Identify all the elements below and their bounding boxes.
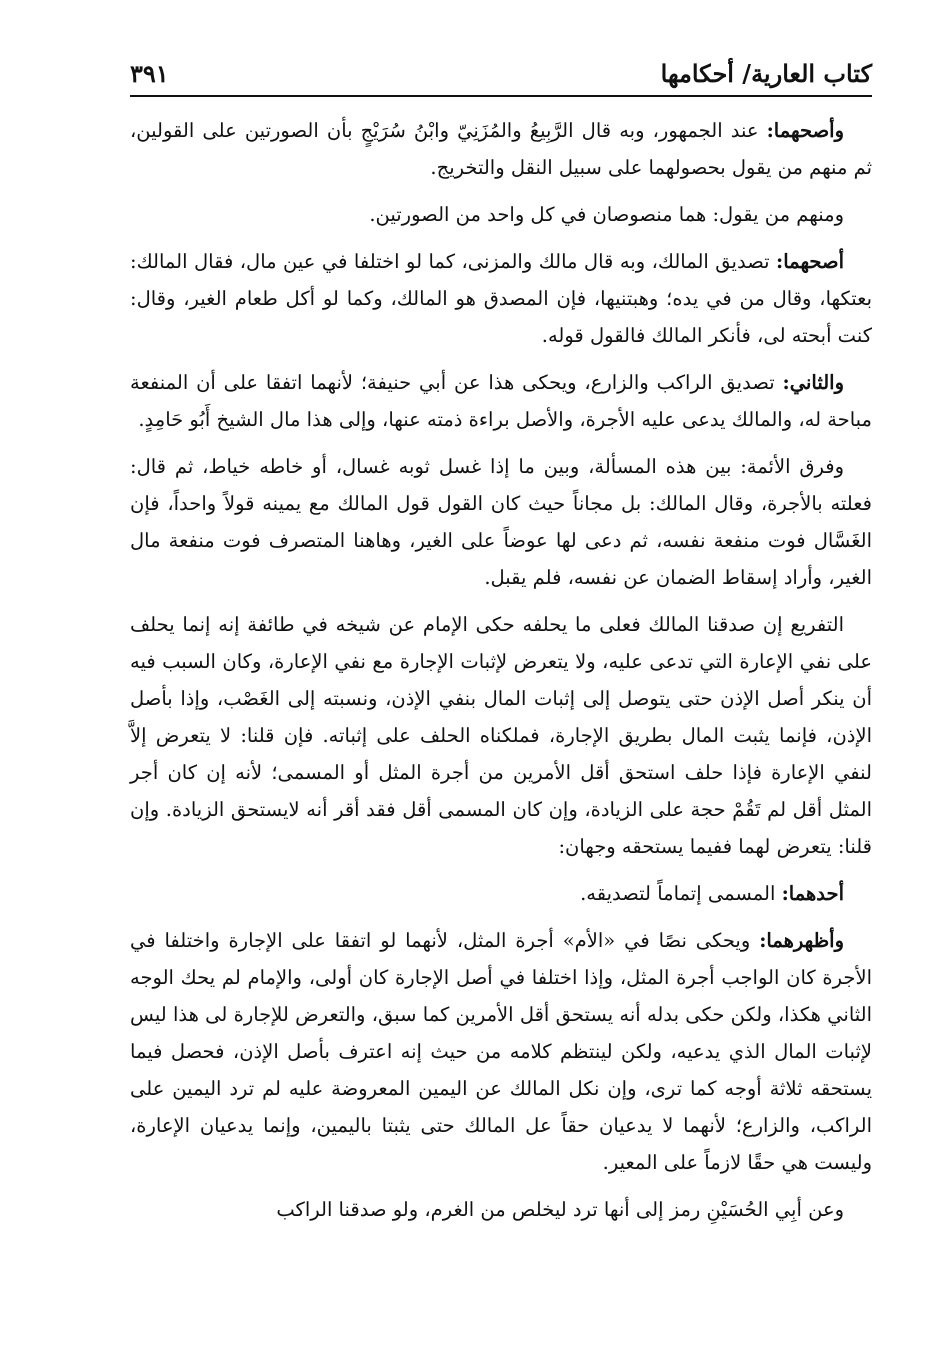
page-number: ٣٩١	[130, 59, 169, 88]
paragraph-text: التفريع إن صدقنا المالك فعلى ما يحلفه حكى الإمام عن شيخه في طائفة إنه إنما يحلف على نفي الإعارة التي تدعى عليه، ولا يتعرض لإثبات الإجارة مع نفي الإعارة، وكان السبب فيه أن ينكر أصل الإذن حتى يتوصل إلى إثبات المال بنفي الإذن، ونسبته إلى الغَصْب، وإذا بأصل الإذن، فإنما يثبت المال بطريق الإجارة، فملكناه الحلف على إثباته. فإن قلنا: لا يتعرض إلاَّ لنفي الإعارة فإذا حلف استحق أقل الأمرين من أجرة المثل أو المسمى؛ لأنه إن كان أجر المثل أقل لم تَقُمْ حجة على الزيادة، وإن كان المسمى أقل فقد أقر أنه لايستحق الزيادة. وإن قلنا: يتعرض لهما ففيما يستحقه وجهان:	[130, 613, 872, 858]
paragraph-text: تصديق الراكب والزارع، ويحكى هذا عن أبي حنيفة؛ لأنهما اتفقا على أن المنفعة مباحة له، والمالك يدعى عليه الأجرة، والأصل براءة ذمته عنها، وإلى هذا مال الشيخ أَبُو حَامِدٍ.	[130, 371, 872, 431]
paragraph-text: المسمى إتماماً لتصديقه.	[580, 882, 782, 905]
paragraph-text: وعن أبِي الحُسَيْنِ رمز إلى أنها ترد ليخلص من الغرم، ولو صدقنا الراكب	[276, 1198, 844, 1221]
paragraph-lead: وأصحهما:	[766, 119, 844, 142]
paragraph-8	[130, 922, 872, 1181]
paragraph-text: وفرق الأئمة: بين هذه المسألة، وبين ما إذا غسل ثوبه غسال، أو خاطه خياط، ثم قال: فعلته بالأجرة، وقال المالك: بل مجاناً حيث كان القول قول المالك مع يمينه قولاً واحداً، فإن الغَسَّال فوت منفعة نفسه، ثم دعى لها عوضاً على الغير، وهاهنا المتصرف فوت منفعة مال الغير، وأراد إسقاط الضمان عن نفسه، فلم يقبل.	[130, 455, 872, 589]
page-header	[130, 52, 872, 88]
paragraph-7	[130, 875, 872, 912]
paragraph-text: تصديق المالك، وبه قال مالك والمزنى، كما لو اختلفا في عين مال، فقال المالك: بعتكها، وقال من في يده؛ وهبتنيها، فإن المصدق هو المالك، وكما لو أكل طعام الغير، وقال: كنت أبحته لى، فأنكر المالك فالقول قوله.	[130, 250, 872, 347]
paragraph-lead: أصحهما:	[776, 250, 844, 273]
paragraph-5	[130, 448, 872, 596]
paragraph-2	[130, 196, 872, 233]
body-text	[130, 112, 872, 1238]
paragraph-3	[130, 243, 872, 354]
paragraph-lead: أحدهما:	[781, 882, 844, 905]
paragraph-6	[130, 606, 872, 865]
paragraph-lead: وأظهرهما:	[759, 929, 844, 952]
header-rule	[130, 95, 872, 97]
paragraph-lead: والثاني:	[782, 371, 844, 394]
paragraph-text: عند الجمهور، وبه قال الرَّبِيعُ والمُزَنِيّ وابْنُ سُرَيْجٍ بأن الصورتين على القولين، ثم منهم من يقول بحصولهما على سبيل النقل والتخريج.	[130, 119, 872, 179]
paragraph-9	[130, 1191, 872, 1228]
paragraph-4	[130, 364, 872, 438]
paragraph-1	[130, 112, 872, 186]
running-title: كتاب العارية/ أحكامها	[660, 59, 872, 88]
paragraph-text: ويحكى نصًا في «الأم» أجرة المثل، لأنهما لو اتفقا على الإجارة واختلفا في الأجرة كان الواجب أجرة المثل، وإذا اختلفا في أصل الإجارة كان أولى، والإمام لم يحك الوجه الثاني هكذا، ولكن حكى بدله أنه يستحق أقل الأمرين كما سبق، والتعرض للإجارة لى هذا ليس لإثبات المال الذي يدعيه، ولكن لينتظم كلامه من حيث إنه اعترف بأصل الإذن، فحصل فيما يستحقه ثلاثة أوجه كما ترى، وإن نكل المالك عن اليمين المعروضة عليه لم ترد اليمين على الراكب، والزارع؛ لأنهما لا يدعيان حقاً عل المالك حتى يثبتا باليمين، وإنما يدعيان الإعارة، وليست هي حقًا لازماً على المعير.	[130, 929, 872, 1174]
paragraph-text: ومنهم من يقول: هما منصوصان في كل واحد من الصورتين.	[369, 203, 844, 226]
